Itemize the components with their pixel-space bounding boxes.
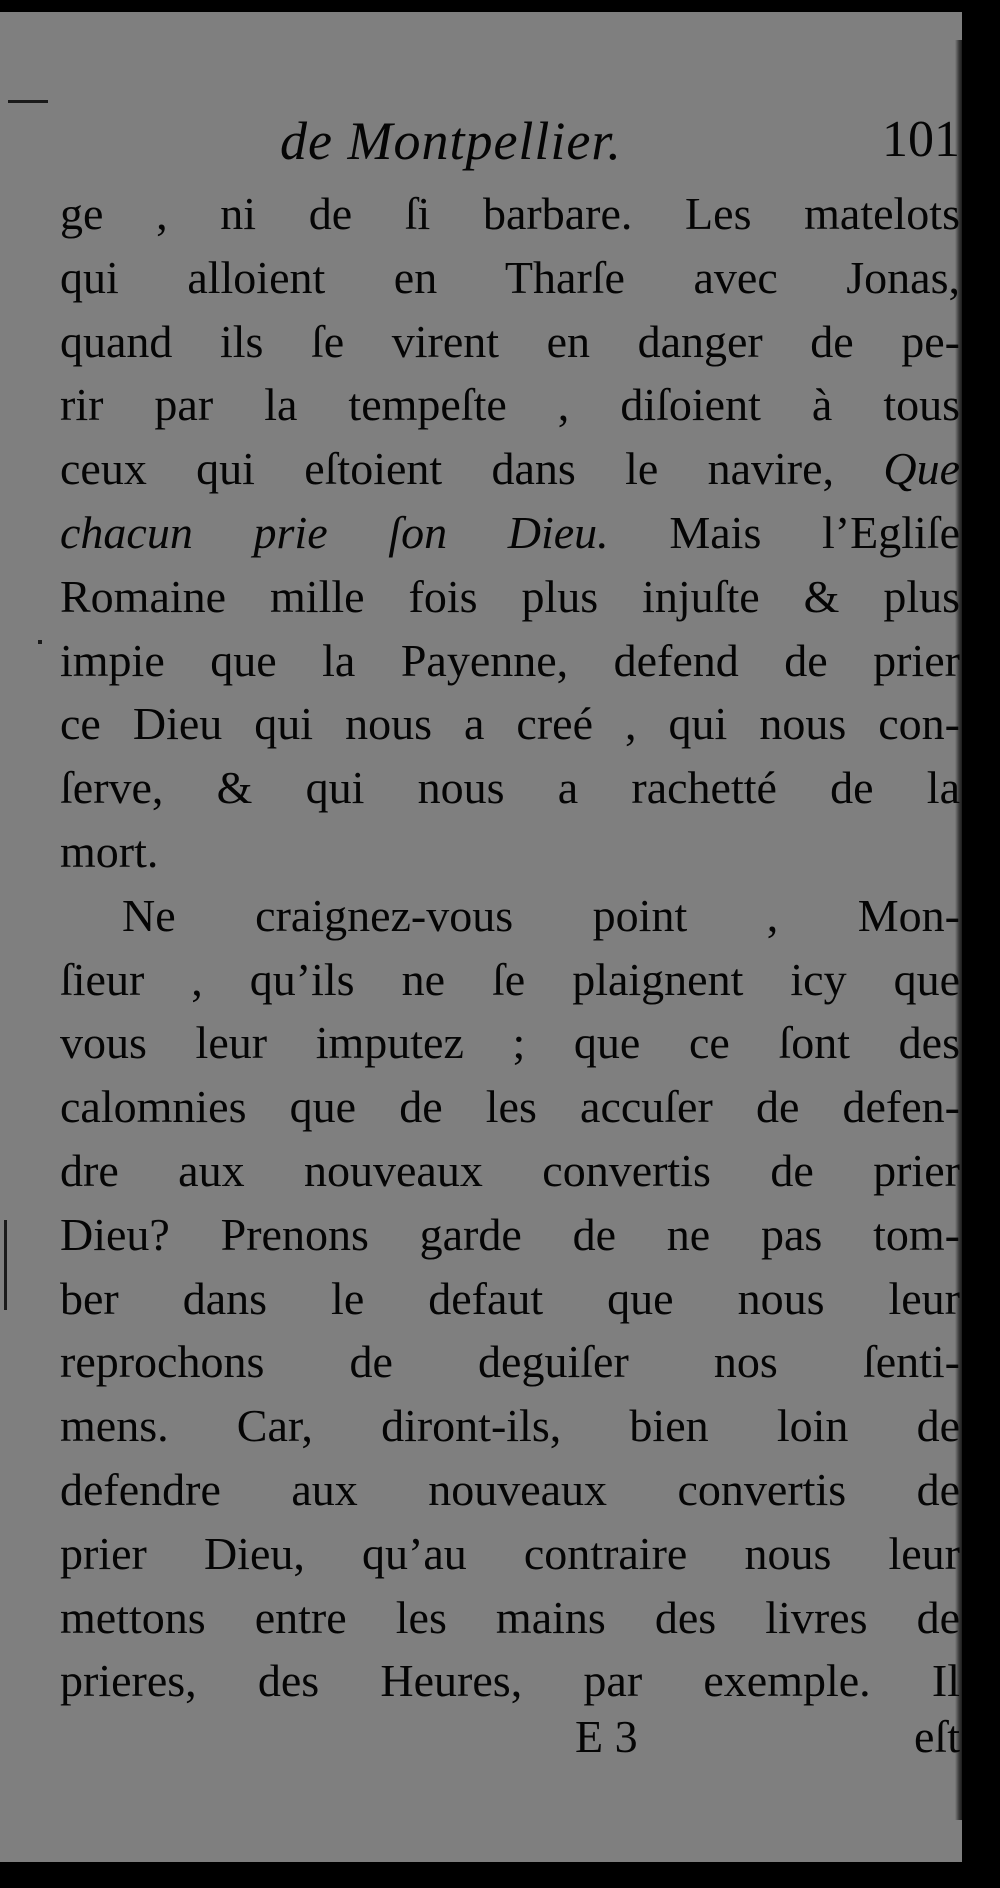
text-line-segment: ceux qui eſtoient dans le navire, [60, 443, 884, 495]
catchword: eſt [914, 1711, 960, 1762]
text-line: ce Dieu qui nous a creé , qui nous con- [60, 698, 960, 750]
text-line: prieres, des Heures, par exemple. Il [60, 1655, 960, 1707]
page-footer [60, 1710, 960, 1770]
scan-speck [4, 1220, 7, 1310]
text-line: defendre aux nouveaux convertis de [60, 1463, 960, 1515]
running-title: de Montpellier. [280, 111, 622, 171]
text-line: Dieu? Prenons garde de ne pas tom- [60, 1208, 960, 1260]
scan-bottom-border [0, 1862, 1000, 1888]
page-number: 101 [882, 111, 960, 168]
text-line: vous leur imputez ; que ce ſont des [60, 1017, 960, 1069]
text-line: mettons entre les mains des livres de [60, 1591, 960, 1643]
scan-speck [38, 640, 42, 644]
text-line: ſerve, & qui nous a rachetté de la [60, 762, 960, 814]
text-line: Romaine mille fois plus injuſte & plus [60, 570, 960, 622]
italic-quote: chacun prie ſon Dieu. [60, 506, 609, 558]
text-line: ber dans le defaut que nous leur [60, 1272, 960, 1324]
signature-mark: E 3 [575, 1711, 638, 1762]
body-text [60, 182, 960, 1713]
text-line: rir par la tempeſte , diſoient à tous [60, 379, 960, 431]
text-line: ſieur , qu’ils ne ſe plaignent icy que [60, 953, 960, 1005]
text-line: ge , ni de ſi barbare. Les matelots [60, 188, 960, 239]
text-line: dre aux nouveaux convertis de prier [60, 1144, 960, 1196]
text-line: qui alloient en Tharſe avec Jonas, [60, 251, 960, 303]
text-line: impie que la Payenne, defend de prier [60, 634, 960, 686]
text-line: calomnies que de les accuſer de defen- [60, 1081, 960, 1133]
text-line: reprochons de deguiſer nos ſenti- [60, 1336, 960, 1388]
page-header [60, 110, 960, 180]
book-spine [962, 0, 1000, 1888]
text-line: Ne craignez-vous point , Mon- [122, 889, 960, 941]
text-line-segment: Mais l’Egliſe [608, 506, 960, 558]
text-line [60, 437, 960, 501]
text-line: mort. [60, 825, 159, 877]
italic-quote: Que [883, 443, 960, 495]
text-line: quand ils ſe virent en danger de pe- [60, 315, 960, 367]
scan-speck [8, 100, 48, 103]
text-line: mens. Car, diront-ils, bien loin de [60, 1400, 960, 1452]
text-line [60, 501, 960, 565]
text-line: prier Dieu, qu’au contraire nous leur [60, 1527, 960, 1579]
